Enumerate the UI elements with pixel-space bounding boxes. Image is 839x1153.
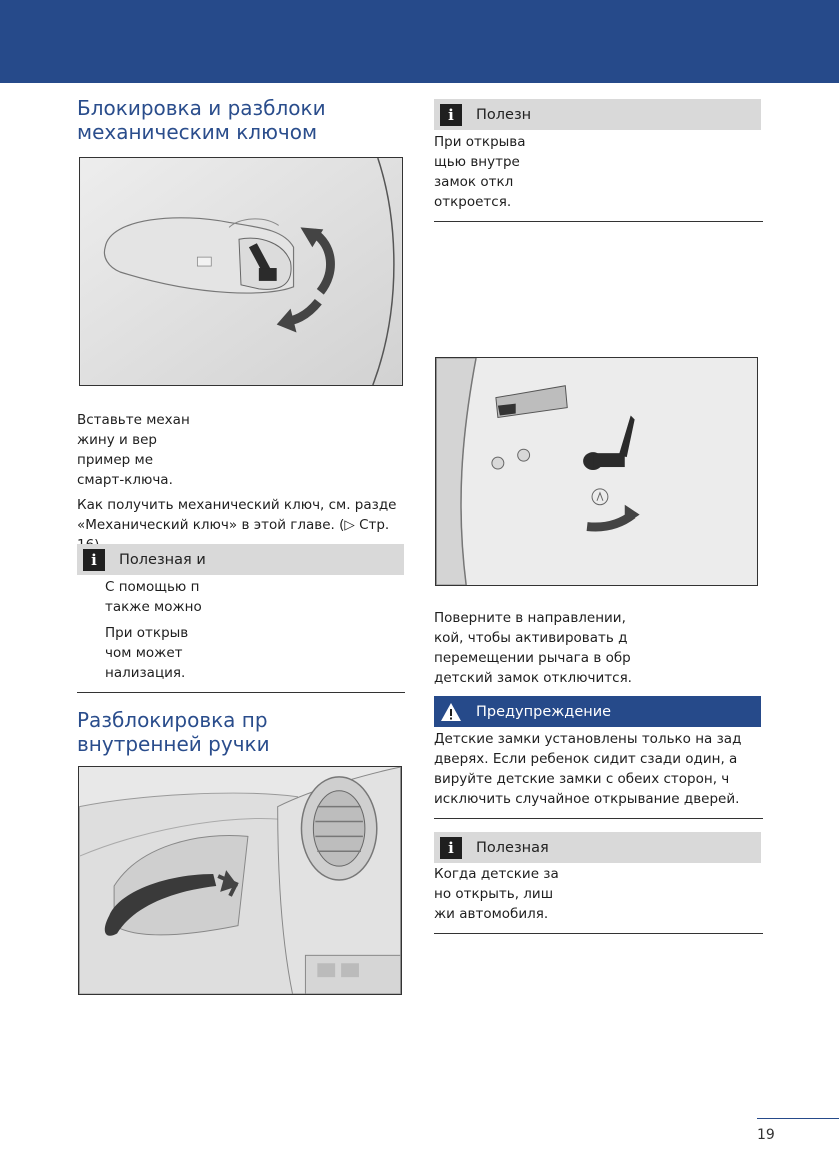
text-line: чом может [105, 645, 183, 661]
title-line: Разблокировка пр [77, 708, 268, 732]
useful-info-bar [77, 544, 404, 575]
header-band [0, 0, 839, 83]
section-title-inner-handle [77, 708, 407, 756]
page-number-rule [757, 1118, 839, 1119]
warning-bar [434, 696, 761, 727]
text-line: жи автомобиля. [434, 906, 549, 922]
useful-info-bar-right [434, 99, 761, 130]
warning-triangle-icon [440, 701, 462, 723]
text-line: но открыть, лиш [434, 886, 554, 902]
text-line: смарт-ключа. [77, 472, 173, 488]
text-line: Как получить механический ключ, см. разде [77, 497, 397, 513]
divider [77, 692, 405, 693]
note-text-right-2 [434, 864, 764, 924]
info-icon: i [440, 837, 462, 859]
text-line: Когда детские за [434, 866, 559, 882]
door-handle-key-figure [79, 157, 403, 386]
section-title-mechanical-key [77, 96, 407, 144]
text-line: кой, чтобы активировать д [434, 630, 628, 646]
divider [434, 221, 763, 222]
child-lock-figure [435, 357, 758, 586]
text-line: нализация. [105, 665, 186, 681]
text-line: При открыв [105, 625, 189, 641]
text-line: перемещении рычага в обр [434, 650, 631, 666]
paragraph-rotate-lever [434, 608, 764, 688]
note-label: Полезная и [119, 551, 206, 568]
text-line: детский замок отключится. [434, 670, 632, 686]
text-line: Поверните в направлении, [434, 610, 626, 626]
text-line: пример ме [77, 452, 154, 468]
warning-text [434, 729, 764, 809]
text-line: Детские замки установлены только на зад [434, 731, 742, 747]
text-line: дверях. Если ребенок сидит сзади один, а [434, 751, 738, 767]
title-line: внутренней ручки [77, 732, 270, 756]
note-text-2 [105, 623, 405, 683]
text-line: щью внутре [434, 154, 520, 170]
note-label: Полезн [476, 106, 532, 123]
divider [434, 933, 763, 934]
text-line: При открыва [434, 134, 526, 150]
inner-handle-figure [78, 766, 402, 995]
inner-handle-illustration [79, 767, 401, 994]
note-text-1 [105, 577, 405, 617]
title-line: Блокировка и разблоки [77, 96, 326, 120]
note-label: Полезная [476, 839, 549, 856]
door-handle-illustration [80, 158, 402, 385]
info-icon: i [83, 549, 105, 571]
text-line: жину и вер [77, 432, 157, 448]
text-line: С помощью п [105, 579, 200, 595]
text-line: Вставьте механ [77, 412, 190, 428]
text-line: вируйте детские замки с обеих сторон, ч [434, 771, 730, 787]
note-text-right-1 [434, 132, 764, 212]
divider [434, 818, 763, 819]
warning-label: Предупреждение [476, 703, 612, 720]
text-line: откроется. [434, 194, 512, 210]
text-line: исключить случайное открывание дверей. [434, 791, 740, 807]
text-line: замок откл [434, 174, 514, 190]
useful-info-bar-right-2 [434, 832, 761, 863]
paragraph-insert-key [77, 410, 407, 490]
child-lock-illustration [436, 358, 757, 585]
page-number: 19 [757, 1127, 775, 1143]
title-line: механическим ключом [77, 120, 318, 144]
text-line: также можно [105, 599, 202, 615]
info-icon: i [440, 104, 462, 126]
text-line: «Механический ключ» в этой главе. (▷ Стр. [77, 517, 390, 533]
